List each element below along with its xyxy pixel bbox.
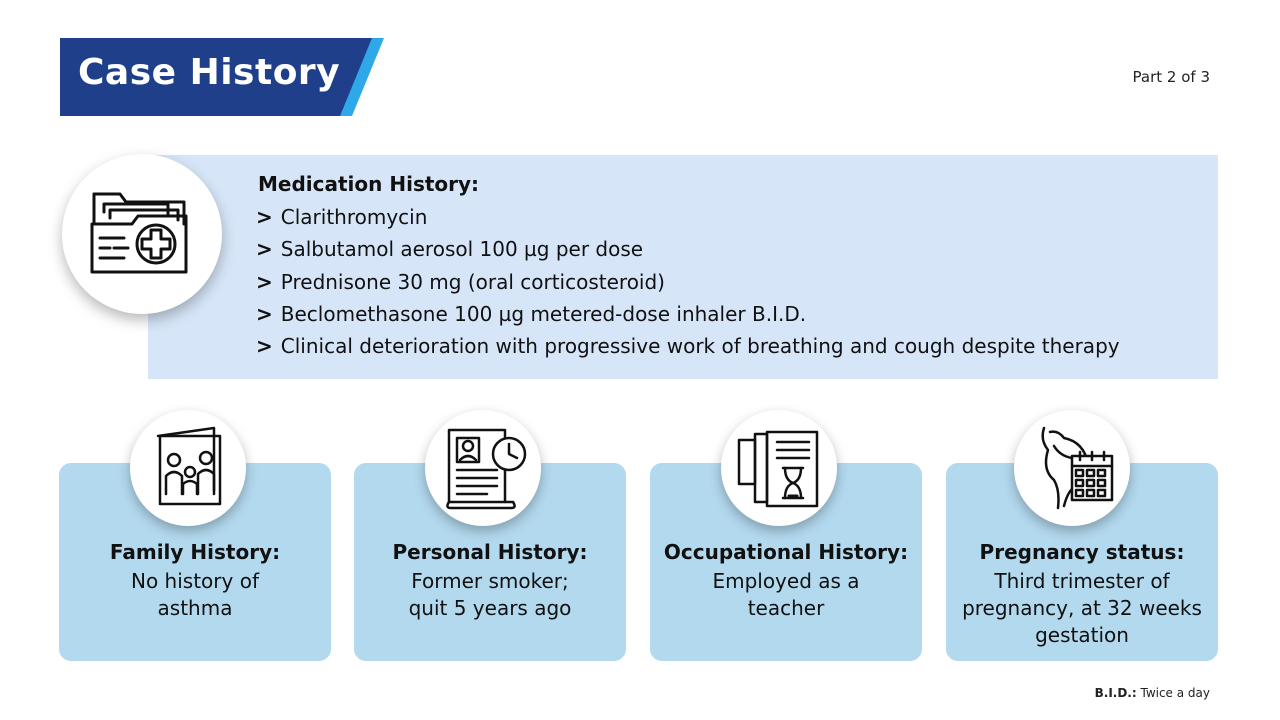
resume-clock-icon: [425, 410, 541, 526]
family-icon-circle: [130, 410, 246, 526]
part-indicator: Part 2 of 3: [1132, 68, 1210, 86]
card-line: No history of: [131, 569, 259, 593]
medication-icon-circle: [62, 154, 222, 314]
card-line: asthma: [157, 596, 233, 620]
bullet-icon: >: [256, 301, 273, 326]
medication-item: [256, 330, 1120, 362]
medication-item-text: Prednisone 30 mg (oral corticosteroid): [280, 269, 665, 294]
medication-item-text: Beclomethasone 100 µg metered-dose inhaler B.I.D.: [280, 301, 807, 326]
card-line: Employed as a: [712, 569, 860, 593]
pregnancy-status-title: Pregnancy status:: [979, 540, 1185, 564]
bullet-icon: >: [256, 205, 273, 229]
occupational-history-title: Occupational History:: [663, 540, 909, 564]
bullet-icon: >: [256, 269, 273, 294]
page-title: Case History: [78, 52, 341, 93]
family-photo-icon: [130, 410, 246, 526]
occupational-icon-circle: [721, 410, 837, 526]
medication-item: [256, 233, 1120, 265]
medication-list: [256, 201, 1120, 362]
pregnancy-icon-circle: [1014, 410, 1130, 526]
bullet-icon: >: [256, 334, 273, 359]
medication-item: [256, 201, 1120, 233]
pregnancy-status-text: [946, 568, 1218, 649]
occupational-history-text: [650, 568, 922, 622]
pregnancy-calendar-icon: [1014, 410, 1130, 526]
card-line: Third trimester of: [994, 569, 1170, 593]
personal-history-title: Personal History:: [392, 540, 588, 564]
card-line: Former smoker;: [411, 569, 569, 593]
footnote-definition: Twice a day: [1136, 686, 1210, 700]
document-hourglass-icon: [721, 410, 837, 526]
medication-item: [256, 266, 1120, 298]
medication-item: [256, 298, 1120, 330]
footnote-term: B.I.D.:: [1094, 686, 1137, 700]
medication-item-text: Clinical deterioration with progressive work of breathing and cough despite therapy: [280, 334, 1120, 359]
bullet-icon: >: [256, 237, 273, 262]
family-history-text: [59, 568, 331, 622]
family-history-title: Family History:: [109, 540, 281, 564]
card-line: teacher: [747, 596, 825, 620]
medical-folder-icon: [62, 154, 222, 314]
card-line: quit 5 years ago: [408, 596, 572, 620]
card-line: pregnancy, at 32 weeks: [962, 596, 1202, 620]
medication-item-text: Salbutamol aerosol 100 µg per dose: [280, 237, 644, 262]
personal-history-text: [354, 568, 626, 622]
footnote: [1095, 686, 1210, 700]
medication-item-text: Clarithromycin: [280, 205, 428, 229]
card-line: gestation: [1035, 623, 1129, 647]
personal-icon-circle: [425, 410, 541, 526]
medication-title: Medication History:: [258, 172, 480, 196]
title-banner: [60, 38, 384, 116]
